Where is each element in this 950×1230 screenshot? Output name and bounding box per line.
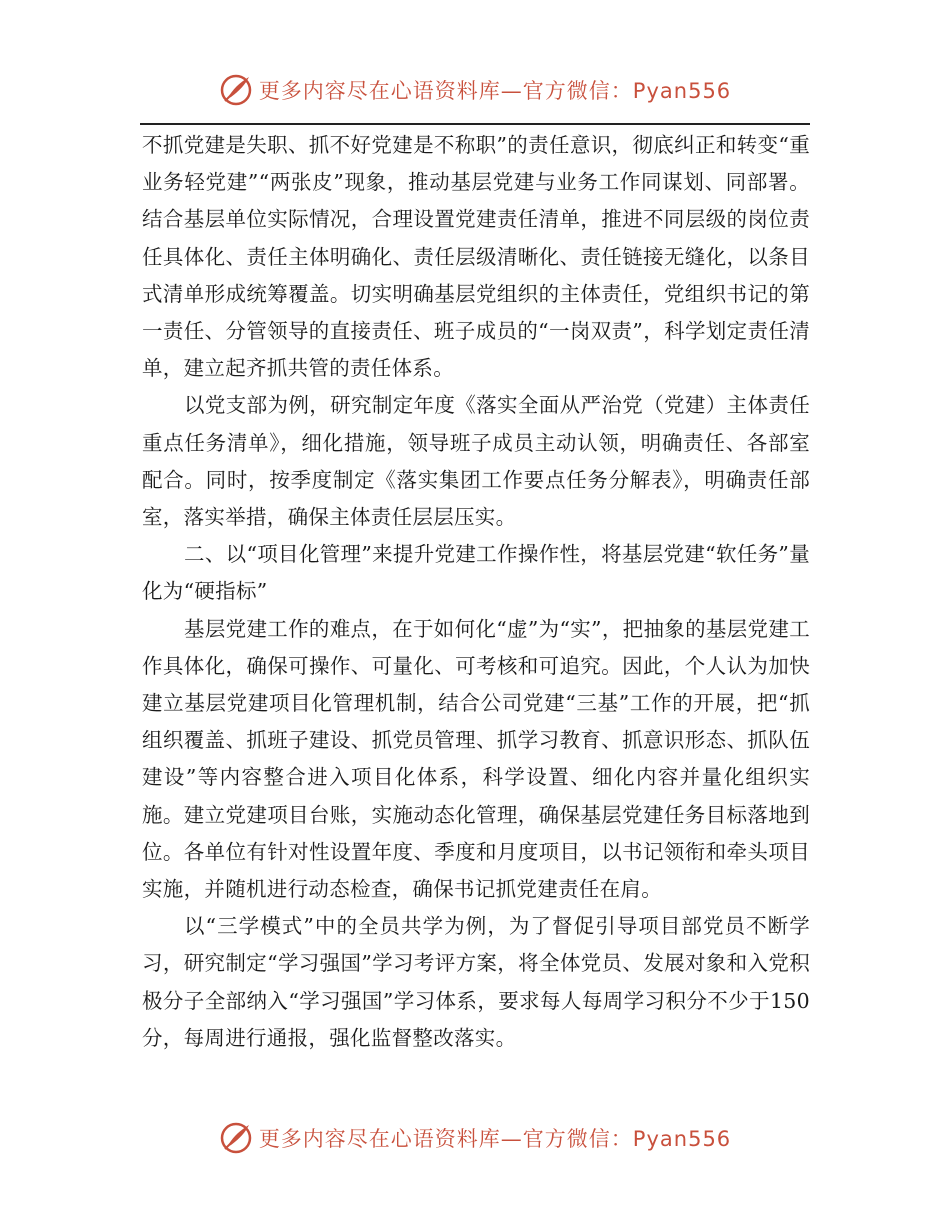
header-banner-text: 更多内容尽在心语资料库—官方微信：Pyan556 (258, 79, 732, 103)
header-rule (140, 123, 810, 125)
paragraph-2: 以党支部为例，研究制定年度《落实全面从严治党（党建）主体责任重点任务清单》，细化措施，领导班子成员主动认领，明确责任、各部室配合。同时，按季度制定《落实集团工作要点任务分解表》，明确责任部室，落实举措，确保主体责任层层压实。 (142, 393, 810, 530)
header-banner (0, 70, 950, 110)
footer-banner-text: 更多内容尽在心语资料库—官方微信：Pyan556 (258, 1127, 732, 1151)
quill-pen-logo-icon (219, 1121, 253, 1155)
paragraph-3: 基层党建工作的难点，在于如何化“虚”为“实”，把抽象的基层党建工作具体化，确保可操作、可量化、可考核和可追究。因此，个人认为加快建立基层党建项目化管理机制，结合公司党建“三基”工作的开展，把“抓组织覆盖、抓班子建设、抓党员管理、抓学习教育、抓意识形态、抓队伍建设”等内容整合进入项目化体系，科学设置、细化内容并量化组织实施。建立党建项目台账，实施动态化管理，确保基层党建任务目标落地到位。各单位有针对性设置年度、季度和月度项目，以书记领衔和牵头项目实施，并随机进行动态检查，确保书记抓党建责任在肩。 (142, 616, 810, 902)
footer-banner (0, 1118, 950, 1158)
section-heading: 二、以“项目化管理”来提升党建工作操作性，将基层党建“软任务”量化为“硬指标” (142, 542, 810, 604)
quill-pen-logo-icon (219, 73, 253, 107)
paragraph-1: 不抓党建是失职、抓不好党建是不称职”的责任意识，彻底纠正和转变“重业务轻党建”“两张皮”现象，推动基层党建与业务工作同谋划、同部署。结合基层单位实际情况，合理设置党建责任清单，推进不同层级的岗位责任具体化、责任主体明确化、责任层级清晰化、责任链接无缝化，以条目式清单形成统筹覆盖。切实明确基层党组织的主体责任，党组织书记的第一责任、分管领导的直接责任、班子成员的“一岗双责”，科学划定责任清单，建立起齐抓共管的责任体系。 (142, 133, 810, 381)
paragraph-4: 以“三学模式”中的全员共学为例，为了督促引导项目部党员不断学习，研究制定“学习强国”学习考评方案，将全体党员、发展对象和入党积极分子全部纳入“学习强国”学习体系，要求每人每周学习积分不少于150分，每周进行通报，强化监督整改落实。 (142, 914, 810, 1050)
document-body (142, 127, 810, 1057)
